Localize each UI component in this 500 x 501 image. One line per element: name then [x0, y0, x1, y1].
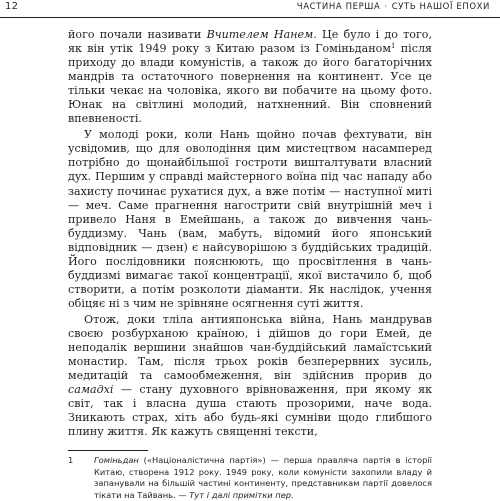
footnote-text: («Націоналістична партія») — перша правляча партія в історії Китаю, створена 1912 року. 1949 року, коли комуністи захопили владу й запанували на більшій частині континенту, представникам партії довелося тікати на Тайвань. —: [94, 455, 432, 500]
paragraph-2: У молоді роки, коли Нань щойно почав фехтувати, він усвідомив, що для оволодіння цим мистецтвом насамперед потрібно до щонайбільшої гостроти вишталтувати власний дух. Першим у справді майстерного воїна під час нападу або захисту починає рухатися дух, а вже потім — наступної миті — меч. Саме прагнення нагострити свій внутрішній меч і привело Наня в Емейшань, а також до вивчення чань-буддизму. Чань (вам, мабуть, відомий його японський відповідник — дзен) є найсуворішою з буддійських традицій. Його послідовники пояснюють, що просвітлення в чань-буддизмі вимагає такої концентрації, якої вистачило б, щоб створити, а потім розколоти діаманти. Як наслідок, учення обіцяє ні з чим не зрівняне осягнення суті життя.: [68, 128, 432, 310]
footnote: [68, 455, 432, 501]
running-head-title: [297, 2, 490, 12]
paragraph-3-text-a: Отож, доки тліла антияпонська війна, Нань мандрував своєю розбурханою країною, і дійшов до гори Емей, де неподалік вершини знайшов чан-буддійський ламаїстський монастир. Там, після трьох років безперервних зусиль, медитацій та самообмеження, він здійснив прорив до: [68, 312, 432, 383]
running-header: [0, 0, 500, 18]
paragraph-1-text-b: . Це було і до того, як він утік 1949 року з Китаю разом із Гоміньданом: [68, 28, 432, 56]
translator-note: Тут і далі примітки пер.: [189, 489, 294, 500]
part-title: ЧАСТИНА ПЕРША: [296, 2, 381, 12]
teacher-nan-term: Вчителем Нанем: [206, 28, 314, 41]
page-number: 12: [5, 1, 19, 12]
body-text: [68, 28, 432, 439]
paragraph-1-text-a: його почали називати: [68, 28, 207, 41]
paragraph-1: [68, 28, 432, 126]
footnote-ref: 1: [390, 42, 396, 51]
footnote-divider: [68, 450, 148, 451]
samadhi-term: самадхі: [68, 383, 114, 397]
paragraph-1-text-c: після приходу до влади комуністів, а також до його багаторічних мандрів та остаточного повернення на континент. Усе це тільки чекає на чоловіка, якого ви побачите на цьому фото. Юнак на світлині молодий, натхненний. Він сповнений впевненості.: [68, 42, 432, 126]
header-separator: ·: [384, 2, 388, 12]
footnote-number: 1: [68, 455, 74, 465]
chapter-title: СУТЬ НАШОЇ ЕПОХИ: [391, 2, 490, 12]
footnote-term: Гоміньдан: [94, 455, 139, 465]
paragraph-3-text-b: — стану духовного врівноваження, при якому як світ, так і власна душа стають прозорими, наче вода. Зникають страх, хіть або будь-які сумніви щодо глибшого плину життя. Як кажуть священні тексти,: [68, 383, 432, 439]
paragraph-3: [68, 313, 432, 439]
